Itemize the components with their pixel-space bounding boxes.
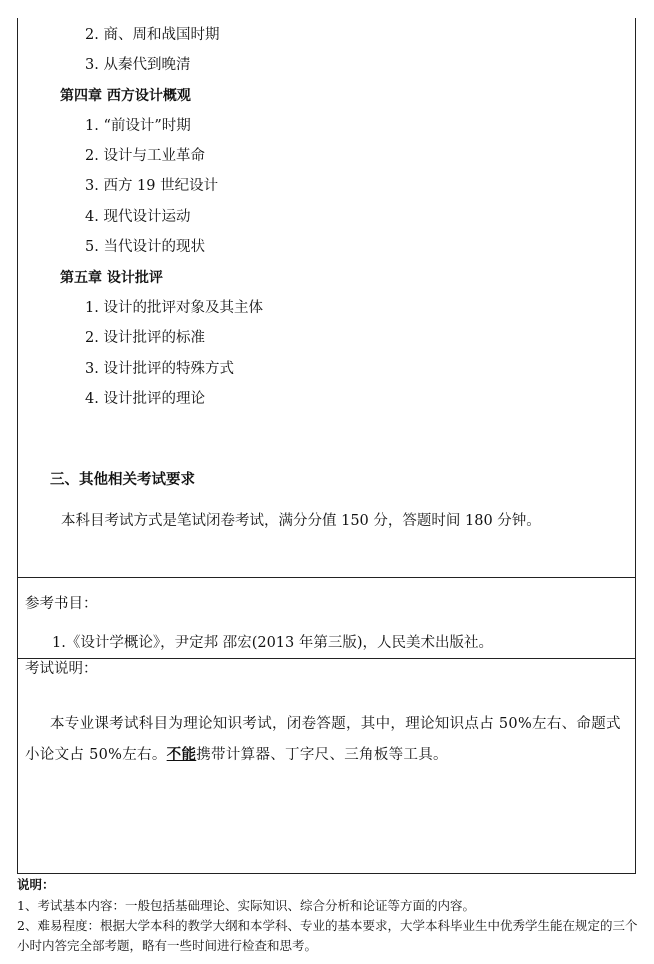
list-item: 4. 设计批评的理论	[85, 391, 205, 407]
list-item: 5. 当代设计的现状	[85, 239, 205, 255]
list-item: 4. 现代设计运动	[85, 209, 191, 225]
list-item: 3. 西方 19 世纪设计	[85, 178, 219, 194]
exam-notes-text-before: 本专业课考试科目为理论知识考试，闭卷答题，其中，理论知识点占 50%左右、命题式小论文占 50%左右。	[25, 716, 621, 763]
list-item: 2. 设计与工业革命	[85, 148, 205, 164]
emphasis-text: 不能	[166, 747, 197, 763]
list-item: 3. 设计批评的特殊方式	[85, 361, 234, 377]
chapter-4-title: 第四章 西方设计概观	[60, 88, 191, 104]
references-label: 参考书目：	[25, 596, 98, 612]
exam-notes-label: 考试说明：	[25, 661, 98, 677]
exam-notes-text-after: 携带计算器、丁字尺、三角板等工具。	[196, 747, 448, 763]
footer-note-2: 2、难易程度：根据大学本科的教学大纲和本学科、专业的基本要求，大学本科毕业生中优秀学生能在规定的三个小时内答完全部考题，略有一些时间进行检查和思考。	[17, 918, 638, 953]
exam-notes-text	[25, 709, 630, 771]
list-item: 1. “前设计”时期	[85, 118, 191, 134]
list-item: 2. 商、周和战国时期	[85, 27, 220, 43]
chapter-5-title: 第五章 设计批评	[60, 270, 163, 286]
footer-note-1: 1、考试基本内容：一般包括基础理论、实际知识、综合分析和论证等方面的内容。	[17, 898, 475, 913]
list-item: 1. 设计的批评对象及其主体	[85, 300, 263, 316]
reference-item: 1.《设计学概论》，尹定邦 邵宏(2013 年第三版)，人民美术出版社。	[52, 635, 494, 651]
exam-format-text: 本科目考试方式是笔试闭卷考试，满分分值 150 分，答题时间 180 分钟。	[61, 513, 541, 529]
list-item: 3. 从秦代到晚清	[85, 57, 191, 73]
section-3-title: 三、其他相关考试要求	[50, 472, 195, 488]
footer-title: 说明：	[17, 877, 55, 892]
list-item: 2. 设计批评的标准	[85, 330, 205, 346]
